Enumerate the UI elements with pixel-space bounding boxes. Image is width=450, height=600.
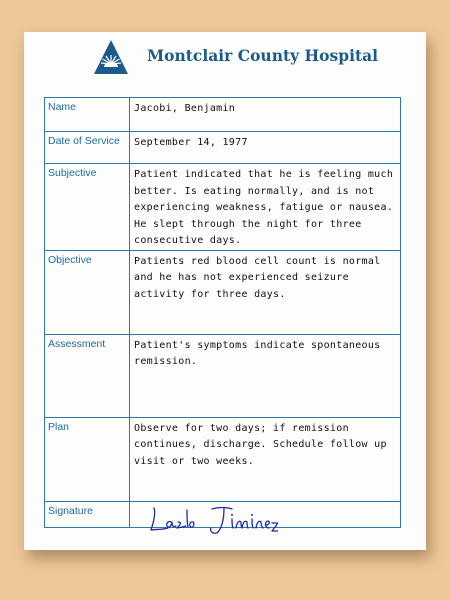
medical-record-page xyxy=(24,32,426,550)
signature-cell xyxy=(130,501,401,527)
assessment-value: Patient's symptoms indicate spontaneous remission. xyxy=(130,334,401,417)
name-label: Name xyxy=(45,98,130,132)
hospital-logo-icon xyxy=(94,40,128,74)
plan-value: Observe for two days; if remission continues, discharge. Schedule follow up visit or two weeks. xyxy=(130,417,401,501)
table-row-objective xyxy=(45,250,401,334)
objective-label: Objective xyxy=(45,250,130,334)
patient-record-table xyxy=(44,97,401,528)
hospital-name: Montclair County Hospital xyxy=(147,46,379,65)
assessment-label: Assessment xyxy=(45,334,130,417)
table-row-signature xyxy=(45,501,401,527)
subjective-label: Subjective xyxy=(45,164,130,251)
table-row-plan xyxy=(45,417,401,501)
date-of-service-label: Date of Service xyxy=(45,132,130,164)
table-row-subjective xyxy=(45,164,401,251)
date-of-service-value: September 14, 1977 xyxy=(130,132,401,164)
table-row-name xyxy=(45,98,401,132)
table-row-date xyxy=(45,132,401,164)
plan-label: Plan xyxy=(45,417,130,501)
objective-value: Patients red blood cell count is normal and he has not experienced seizure activity for three days. xyxy=(130,250,401,334)
subjective-value: Patient indicated that he is feeling much better. Is eating normally, and is not experiencing weakness, fatigue or nausea. He slept through the night for three consecutive days. xyxy=(130,164,401,251)
table-row-assessment xyxy=(45,334,401,417)
name-value: Jacobi, Benjamin xyxy=(130,98,401,132)
handwritten-signature xyxy=(148,504,278,540)
signature-label: Signature xyxy=(45,501,130,527)
